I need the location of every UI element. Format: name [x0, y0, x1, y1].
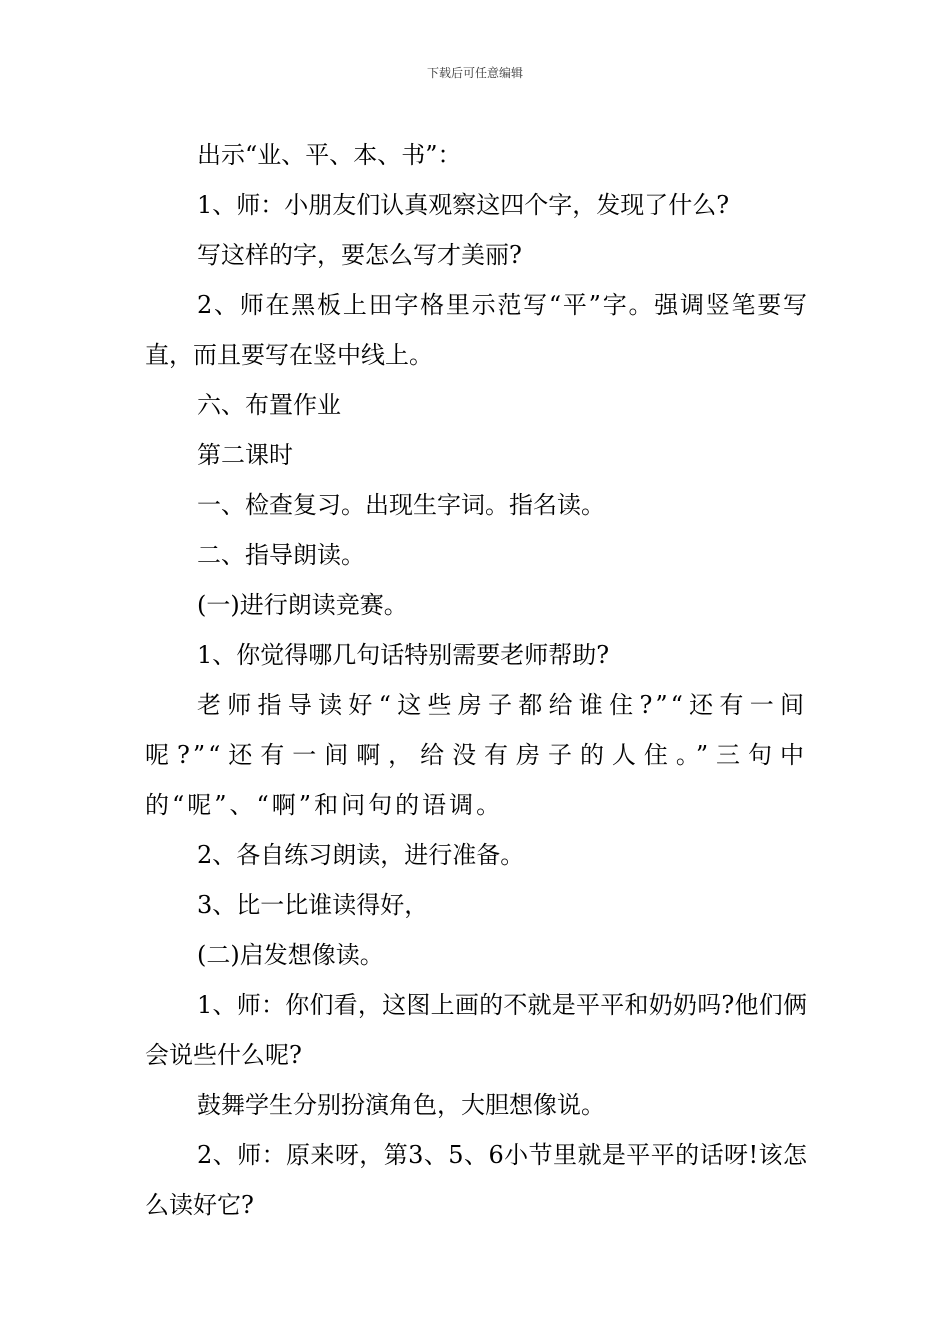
paragraph: 1、你觉得哪几句话特别需要老师帮助? — [197, 641, 610, 669]
page-header-note: 下载后可任意编辑 — [426, 66, 523, 80]
paragraph: (一)进行朗读竞赛。 — [197, 591, 408, 619]
paragraph: 2、师在黑板上田字格里示范写“平”字。强调竖笔要写直，而且要写在竖中线上。 — [145, 291, 807, 369]
section-heading: 第二课时 — [197, 441, 293, 469]
paragraph: 一、检查复习。出现生字词。指名读。 — [197, 491, 605, 519]
paragraph: 1、师：小朋友们认真观察这四个字，发现了什么? — [197, 191, 730, 219]
paragraph: 老师指导读好“这些房子都给谁住?”“还有一间呢?”“还有一间啊，给没有房子的人住。”三句中的“呢”、“啊”和问句的语调。 — [145, 691, 807, 819]
paragraph: 二、指导朗读。 — [197, 541, 365, 569]
paragraph: (二)启发想像读。 — [197, 941, 384, 969]
paragraph: 写这样的字，要怎么写才美丽? — [197, 241, 522, 269]
paragraph: 3、比一比谁读得好， — [197, 891, 429, 919]
section-heading: 六、布置作业 — [197, 391, 341, 419]
paragraph: 鼓舞学生分别扮演角色，大胆想像说。 — [197, 1091, 605, 1119]
document-body — [145, 130, 807, 1230]
paragraph: 2、师：原来呀，第3、5、6小节里就是平平的话呀!该怎么读好它? — [145, 1141, 807, 1219]
paragraph: 出示“业、平、本、书”： — [197, 141, 462, 169]
paragraph: 2、各自练习朗读，进行准备。 — [197, 841, 525, 869]
paragraph: 1、师：你们看，这图上画的不就是平平和奶奶吗?他们俩会说些什么呢? — [145, 991, 807, 1069]
